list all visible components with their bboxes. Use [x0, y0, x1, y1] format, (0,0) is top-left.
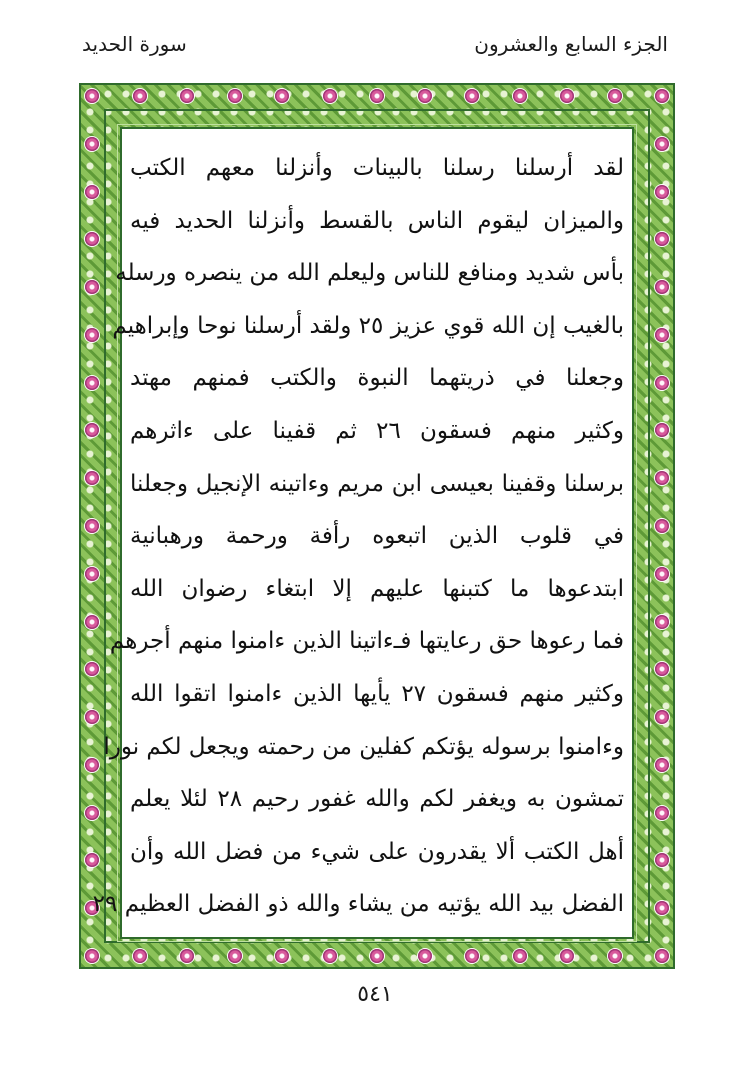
- flower-ornament: [180, 949, 194, 963]
- flower-ornament: [133, 89, 147, 103]
- text-line: الفضل بيد الله يؤتيه من يشاء والله ذو الفضل العظيم ٢٩: [92, 891, 624, 918]
- flower-ornament: [608, 949, 622, 963]
- text-line: وكثير منهم فسقون ٢٧ يأيها الذين ءامنوا اتقوا الله: [130, 680, 624, 707]
- text-line: برسلنا وقفينا بعيسى ابن مريم وءاتينه الإنجيل وجعلنا: [130, 470, 624, 497]
- flower-ornament: [85, 328, 99, 342]
- flower-ornament: [180, 89, 194, 103]
- flower-ornament: [275, 949, 289, 963]
- text-line: وءامنوا برسوله يؤتكم كفلين من رحمته ويجعل لكم نورا: [103, 733, 624, 760]
- text-line: في قلوب الذين اتبعوه رأفة ورحمة ورهبانية: [130, 523, 624, 550]
- flower-ornament: [655, 567, 669, 581]
- flower-ornament: [655, 185, 669, 199]
- flower-ornament: [655, 519, 669, 533]
- juz-title: الجزء السابع والعشرون: [474, 32, 668, 56]
- text-line: أهل الكتب ألا يقدرون على شيء من فضل الله وأن: [130, 838, 624, 865]
- flower-ornament: [655, 758, 669, 772]
- flower-ornament: [85, 949, 99, 963]
- flower-ornament: [418, 949, 432, 963]
- flower-ornament: [323, 949, 337, 963]
- flower-ornament: [465, 89, 479, 103]
- flower-ornament: [85, 567, 99, 581]
- flower-ornament: [465, 949, 479, 963]
- text-line: وجعلنا في ذريتهما النبوة والكتب فمنهم مهتد: [130, 365, 624, 392]
- flower-ornament: [133, 949, 147, 963]
- flower-ornament: [560, 949, 574, 963]
- flower-ornament: [655, 376, 669, 390]
- flower-ornament: [85, 137, 99, 151]
- flower-ornament: [655, 949, 669, 963]
- flower-ornament: [85, 185, 99, 199]
- flower-ornament: [655, 280, 669, 294]
- flower-ornament: [513, 89, 527, 103]
- flower-ornament: [560, 89, 574, 103]
- flower-ornament: [85, 376, 99, 390]
- page-number: ٥٤١: [357, 982, 393, 1007]
- flower-ornament: [655, 328, 669, 342]
- flower-ornament: [655, 806, 669, 820]
- flower-ornament: [608, 89, 622, 103]
- text-line: بأس شديد ومنافع للناس وليعلم الله من ينصره ورسله: [115, 260, 624, 287]
- text-line: فما رعوها حق رعايتها فـءاتينا الذين ءامنوا منهم أجرهم: [109, 628, 624, 655]
- flower-ornament: [85, 615, 99, 629]
- flower-ornament: [418, 89, 432, 103]
- flower-ornament: [228, 89, 242, 103]
- flower-ornament: [370, 949, 384, 963]
- text-line: بالغيب إن الله قوي عزيز ٢٥ ولقد أرسلنا نوحا وإبراهيم: [112, 312, 624, 339]
- flower-ornament: [655, 615, 669, 629]
- flower-ornament: [228, 949, 242, 963]
- flower-ornament: [655, 710, 669, 724]
- surah-title: سورة الحديد: [82, 32, 187, 56]
- flower-ornament: [655, 89, 669, 103]
- text-line: ابتدعوها ما كتبنها عليهم إلا ابتغاء رضوان الله: [130, 575, 624, 602]
- text-line: والميزان ليقوم الناس بالقسط وأنزلنا الحديد فيه: [130, 207, 624, 234]
- flower-ornament: [85, 806, 99, 820]
- flower-ornament: [370, 89, 384, 103]
- flower-ornament: [85, 89, 99, 103]
- flower-ornament: [85, 758, 99, 772]
- flower-ornament: [513, 949, 527, 963]
- flower-ornament: [85, 519, 99, 533]
- text-line: تمشون به ويغفر لكم والله غفور رحيم ٢٨ لئلا يعلم: [130, 786, 624, 813]
- text-line: لقد أرسلنا رسلنا بالبينات وأنزلنا معهم الكتب: [130, 155, 624, 181]
- text-line: وكثير منهم فسقون ٢٦ ثم قفينا على ءاثرهم: [130, 417, 624, 444]
- flower-ornament: [323, 89, 337, 103]
- flower-ornament: [85, 280, 99, 294]
- flower-ornament: [655, 137, 669, 151]
- flower-ornament: [85, 710, 99, 724]
- flower-ornament: [275, 89, 289, 103]
- verse-text-block: [92, 142, 624, 931]
